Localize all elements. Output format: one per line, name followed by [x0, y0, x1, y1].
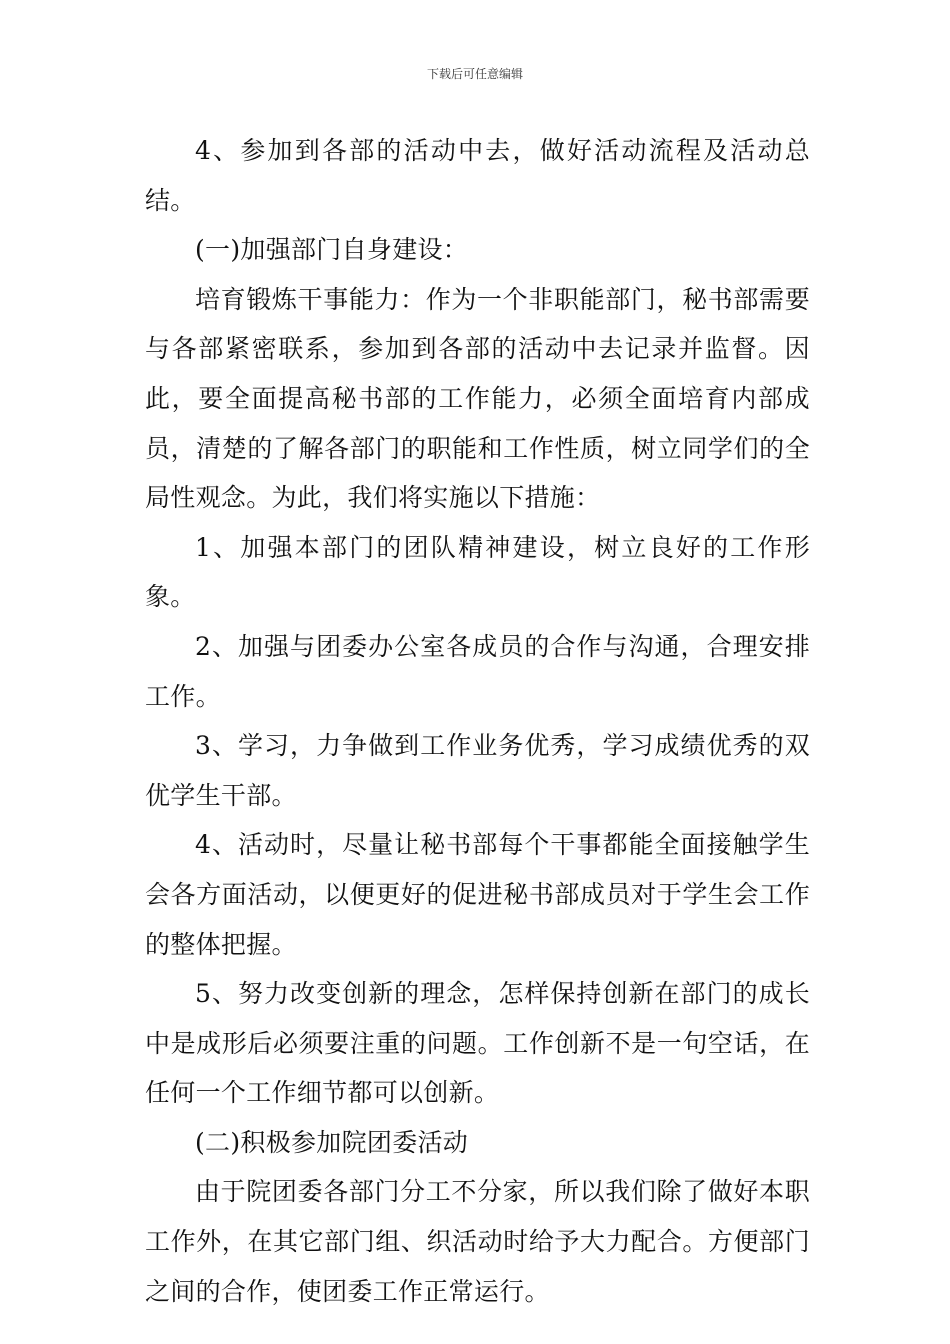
- paragraph-item-4-activities: 4、参加到各部的活动中去，做好活动流程及活动总结。: [145, 136, 810, 215]
- measure-2: 2、加强与团委办公室各成员的合作与沟通，合理安排工作。: [145, 631, 810, 711]
- section-heading-1: (一)加强部门自身建设：: [195, 235, 469, 265]
- document-body: [145, 126, 810, 1316]
- page-header: 下载后可任意编辑: [426, 67, 523, 81]
- section-heading-2: (二)积极参加院团委活动: [195, 1127, 469, 1157]
- paragraph-capability-training: 培育锻炼干事能力：作为一个非职能部门，秘书部需要与各部紧密联系，参加到各部的活动中去记录并监督。因此，要全面提高秘书部的工作能力，必须全面培育内部成员，清楚的了解各部门的职能和工作性质，树立同学们的全局性观念。为此，我们将实施以下措施：: [145, 284, 810, 513]
- paragraph-cooperation: 由于院团委各部门分工不分家，所以我们除了做好本职工作外，在其它部门组、织活动时给予大力配合。方便部门之间的合作，使团委工作正常运行。: [145, 1177, 810, 1306]
- measure-3: 3、学习，力争做到工作业务优秀，学习成绩优秀的双优学生干部。: [145, 731, 810, 810]
- measure-4: 4、活动时，尽量让秘书部每个干事都能全面接触学生会各方面活动，以便更好的促进秘书部成员对于学生会工作的整体把握。: [145, 830, 810, 959]
- measure-1: 1、加强本部门的团队精神建设，树立良好的工作形象。: [145, 532, 810, 612]
- measure-5: 5、努力改变创新的理念，怎样保持创新在部门的成长中是成形后必须要注重的问题。工作创新不是一句空话，在任何一个工作细节都可以创新。: [145, 979, 810, 1108]
